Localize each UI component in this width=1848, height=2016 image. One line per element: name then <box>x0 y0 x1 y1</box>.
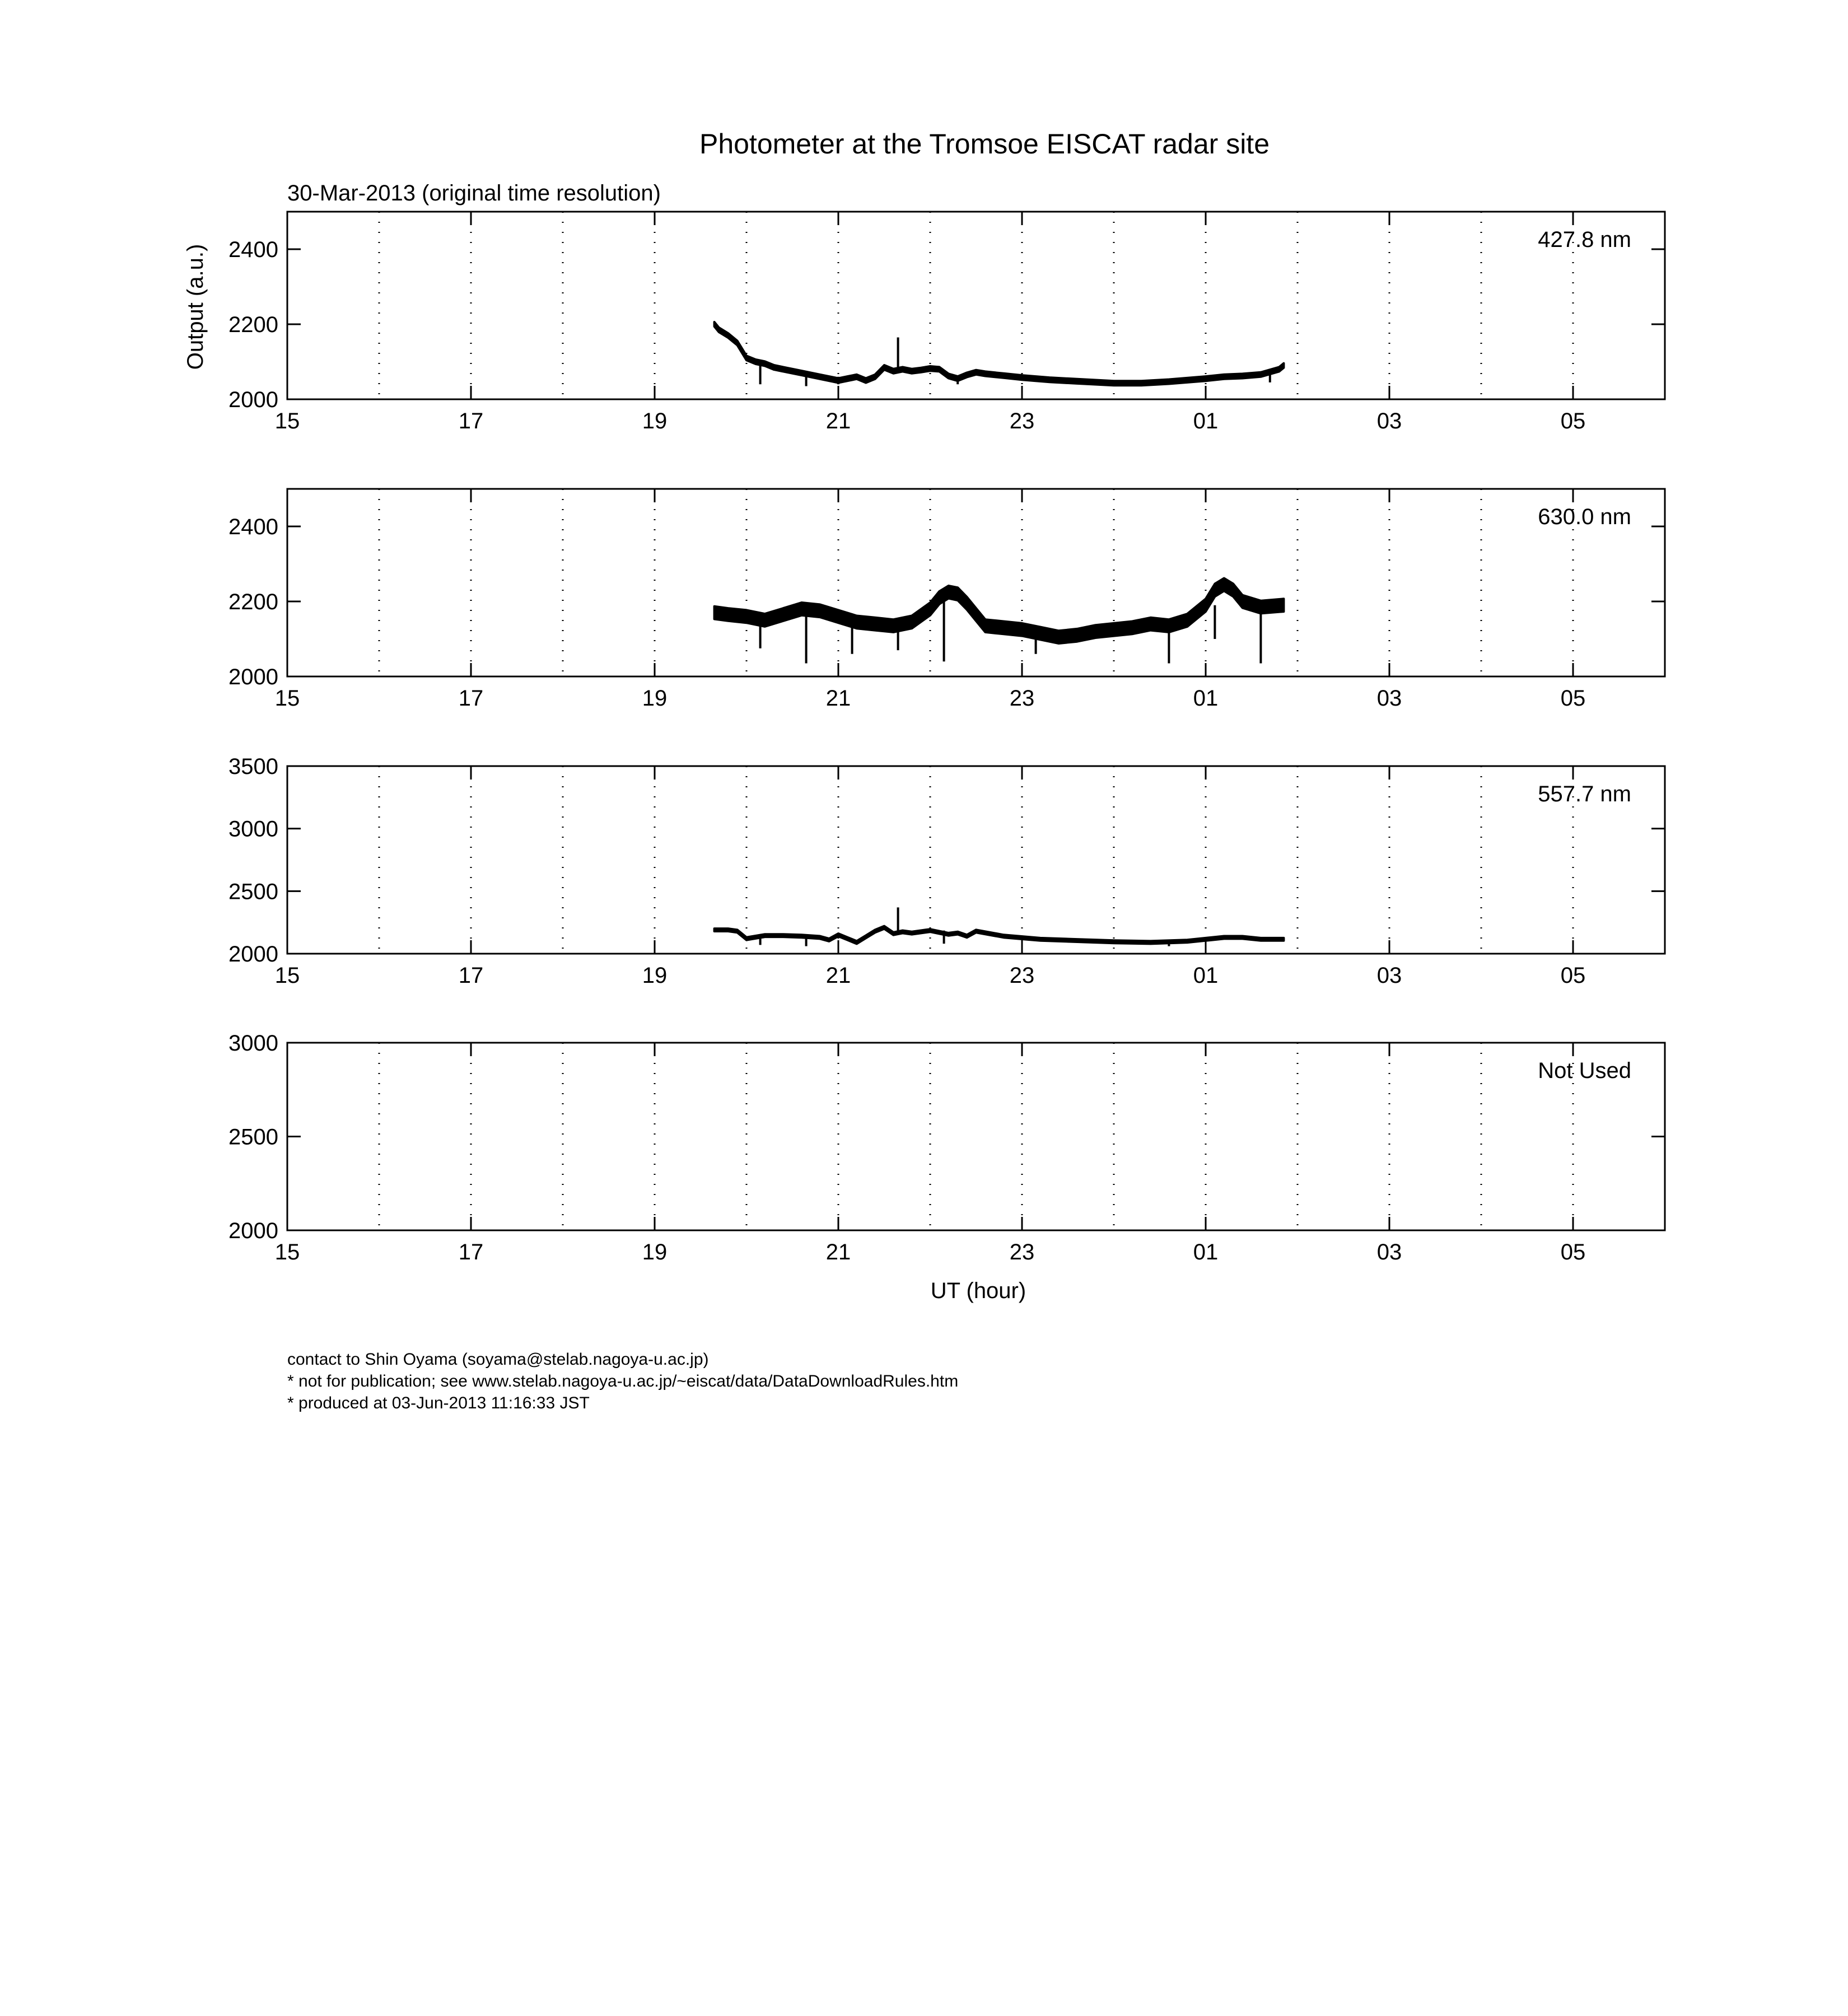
axes-frame <box>287 766 1665 954</box>
y-tick-label: 2000 <box>228 942 278 967</box>
x-tick-label: 01 <box>1193 963 1219 988</box>
panel-4 <box>228 1031 1665 1264</box>
x-tick-label: 19 <box>642 963 668 988</box>
x-tick-label: 21 <box>825 686 851 711</box>
x-tick-label: 01 <box>1193 1240 1219 1264</box>
y-tick-label: 3500 <box>228 754 278 779</box>
y-tick-label: 2200 <box>228 590 278 614</box>
y-tick-label: 2400 <box>228 515 278 539</box>
x-axis-label: UT (hour) <box>930 1278 1026 1303</box>
x-tick-label: 21 <box>825 409 851 433</box>
x-tick-label: 03 <box>1376 409 1402 433</box>
x-tick-label: 23 <box>1009 409 1035 433</box>
x-tick-label: 23 <box>1009 686 1035 711</box>
panel-3 <box>228 754 1665 988</box>
footer-produced-at: * produced at 03-Jun-2013 11:16:33 JST <box>287 1394 590 1412</box>
panel-label: 427.8 nm <box>1538 227 1631 252</box>
y-tick-label: 2000 <box>228 665 278 689</box>
y-tick-label: 2000 <box>228 388 278 412</box>
footer-contact: contact to Shin Oyama (soyama@stelab.nagoya-u.ac.jp) <box>287 1350 709 1369</box>
x-tick-label: 01 <box>1193 409 1219 433</box>
x-tick-label: 17 <box>458 963 484 988</box>
y-tick-label: 2200 <box>228 312 278 337</box>
x-tick-label: 03 <box>1376 963 1402 988</box>
data-line <box>715 927 1284 942</box>
x-tick-label: 15 <box>274 1240 300 1264</box>
x-tick-label: 19 <box>642 686 668 711</box>
footer-notes <box>287 1348 958 1414</box>
x-tick-label: 17 <box>458 409 484 433</box>
panel-label: 630.0 nm <box>1538 505 1631 529</box>
x-tick-label: 05 <box>1560 1240 1586 1264</box>
x-tick-label: 23 <box>1009 1240 1035 1264</box>
panel-2 <box>228 489 1665 711</box>
x-tick-label: 01 <box>1193 686 1219 711</box>
y-tick-label: 2400 <box>228 237 278 262</box>
panels <box>228 212 1665 1264</box>
y-tick-label: 3000 <box>228 1031 278 1056</box>
chart-subtitle: 30-Mar-2013 (original time resolution) <box>287 181 661 206</box>
x-tick-label: 15 <box>274 963 300 988</box>
y-tick-label: 2500 <box>228 1124 278 1150</box>
y-tick-label: 2000 <box>228 1219 278 1243</box>
x-tick-label: 17 <box>458 1240 484 1264</box>
panel-label: 557.7 nm <box>1538 782 1631 806</box>
x-tick-label: 23 <box>1009 963 1035 988</box>
axes-frame <box>287 1043 1665 1230</box>
x-tick-label: 21 <box>825 963 851 988</box>
axes-frame <box>287 489 1665 676</box>
x-tick-label: 05 <box>1560 963 1586 988</box>
x-tick-label: 17 <box>458 686 484 711</box>
y-axis-label: Output (a.u.) <box>183 244 208 370</box>
x-tick-label: 15 <box>274 409 300 433</box>
footer-publication-note: * not for publication; see www.stelab.nagoya-u.ac.jp/~eiscat/data/DataDownloadRules.htm <box>287 1372 959 1390</box>
x-tick-label: 21 <box>825 1240 851 1264</box>
x-tick-label: 03 <box>1376 686 1402 711</box>
y-tick-label: 3000 <box>228 816 278 842</box>
x-tick-label: 19 <box>642 1240 668 1264</box>
panel-1 <box>228 212 1665 433</box>
y-tick-label: 2500 <box>228 879 278 904</box>
x-tick-label: 03 <box>1376 1240 1402 1264</box>
x-tick-label: 05 <box>1560 686 1586 711</box>
x-tick-label: 15 <box>274 686 300 711</box>
chart-title: Photometer at the Tromsoe EISCAT radar site <box>699 128 1270 160</box>
panel-label: Not Used <box>1538 1058 1631 1083</box>
x-tick-label: 05 <box>1560 409 1586 433</box>
x-tick-label: 19 <box>642 409 668 433</box>
